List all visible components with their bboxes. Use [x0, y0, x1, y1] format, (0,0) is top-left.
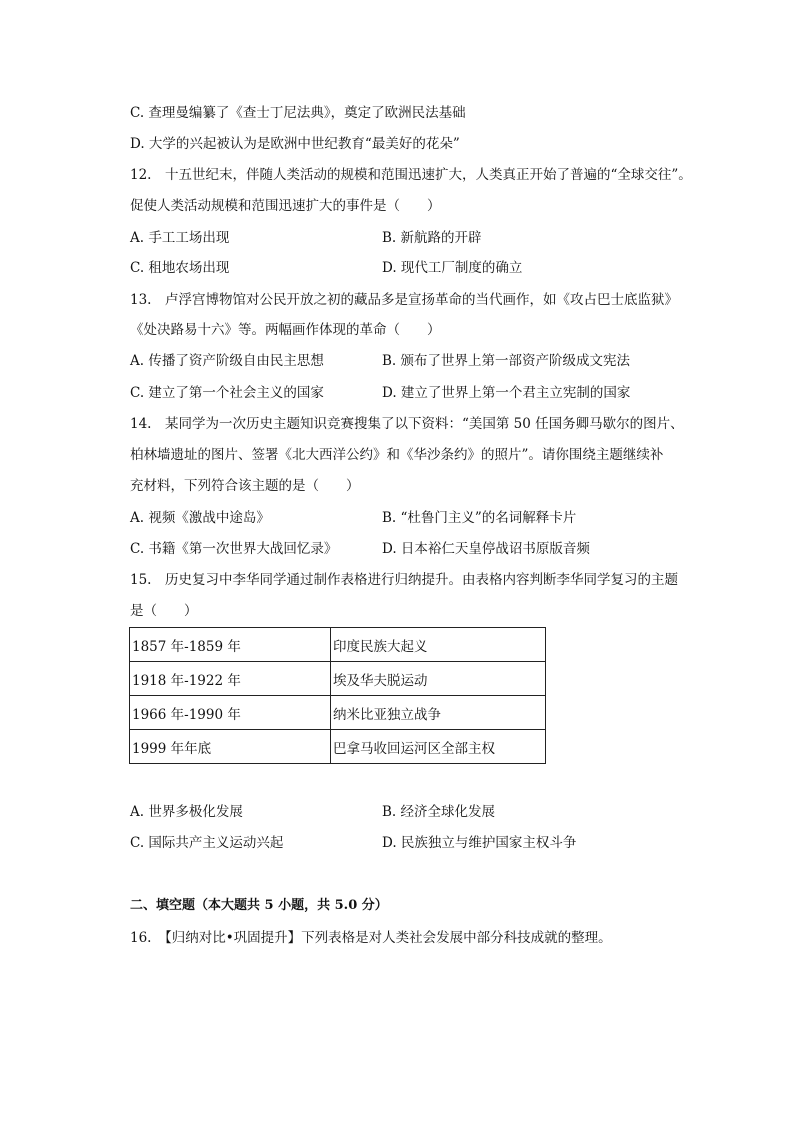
q15-stem-line1: 15. 历史复习中李华同学通过制作表格进行归纳提升。由表格内容判断李华同学复习的主题: [130, 572, 678, 588]
q14-option-d: D. 日本裕仁天皇停战诏书原版音频: [382, 541, 590, 557]
q12-stem-line1: 12. 十五世纪末，伴随人类活动的规模和范围迅速扩大，人类真正开始了普遍的“全球交往”。: [130, 167, 692, 183]
q14-option-c: C. 书籍《第一次世界大战回忆录》: [130, 541, 338, 557]
q14-stem-line3: 充材料，下列符合该主题的是（ ）: [130, 478, 360, 494]
table-cell-period: 1966 年-1990 年: [130, 696, 331, 730]
table-row: [130, 730, 546, 764]
q14-stem-line1: 14. 某同学为一次历史主题知识竞赛搜集了以下资料：“美国第 50 任国务卿马歇尔的图片、: [130, 416, 684, 432]
q13-option-a: A. 传播了资产阶级自由民主思想: [130, 353, 324, 369]
q12-stem-line2: 促使人类活动规模和范围迅速扩大的事件是（ ）: [130, 198, 441, 214]
q13-option-b: B. 颁布了世界上第一部资产阶级成文宪法: [382, 353, 631, 369]
table-cell-event: 巴拿马收回运河区全部主权: [331, 730, 546, 764]
q12-option-d: D. 现代工厂制度的确立: [382, 260, 523, 276]
q14-stem-line2: 柏林墙遗址的图片、签署《北大西洋公约》和《华沙条约》的照片”。请你围绕主题继续补: [130, 447, 664, 463]
table-cell-period: 1918 年-1922 年: [130, 662, 331, 696]
table-row: [130, 628, 546, 662]
q15-summary-table: [129, 627, 546, 764]
q13-option-d: D. 建立了世界上第一个君主立宪制的国家: [382, 385, 631, 401]
q12-option-c: C. 租地农场出现: [130, 260, 230, 276]
q15-stem-line2: 是（ ）: [130, 603, 198, 619]
q15-option-a: A. 世界多极化发展: [130, 804, 243, 820]
q14-option-a: A. 视频《激战中途岛》: [130, 510, 270, 526]
q13-stem-line1: 13. 卢浮宫博物馆对公民开放之初的藏品多是宣扬革命的当代画作，如《攻占巴士底监狱》: [130, 292, 678, 308]
table-cell-event: 纳米比亚独立战争: [331, 696, 546, 730]
q11-option-d: D. 大学的兴起被认为是欧洲中世纪教育“最美好的花朵”: [130, 136, 460, 152]
q15-option-d: D. 民族独立与维护国家主权斗争: [382, 835, 577, 851]
table-row: [130, 696, 546, 730]
q13-stem-line2: 《处决路易十六》等。两幅画作体现的革命（ ）: [130, 322, 441, 338]
q11-option-c: C. 查理曼编纂了《查士丁尼法典》，奠定了欧洲民法基础: [130, 105, 466, 121]
q13-option-c: C. 建立了第一个社会主义的国家: [130, 385, 324, 401]
table-row: [130, 662, 546, 696]
q15-option-c: C. 国际共产主义运动兴起: [130, 835, 284, 851]
q12-option-a: A. 手工工场出现: [130, 230, 230, 246]
q15-option-b: B. 经济全球化发展: [382, 804, 496, 820]
table-cell-period: 1857 年-1859 年: [130, 628, 331, 662]
table-cell-period: 1999 年年底: [130, 730, 331, 764]
section-heading-fill-in: 二、填空题（本大题共 5 小题，共 5.0 分）: [130, 898, 388, 913]
q12-option-b: B. 新航路的开辟: [382, 230, 482, 246]
q14-option-b: B. “杜鲁门主义”的名词解释卡片: [382, 510, 577, 526]
table-cell-event: 埃及华夫脱运动: [331, 662, 546, 696]
table-cell-event: 印度民族大起义: [331, 628, 546, 662]
q16-stem-line1: 16. 【归纳对比•巩固提升】下列表格是对人类社会发展中部分科技成就的整理。: [130, 930, 612, 946]
